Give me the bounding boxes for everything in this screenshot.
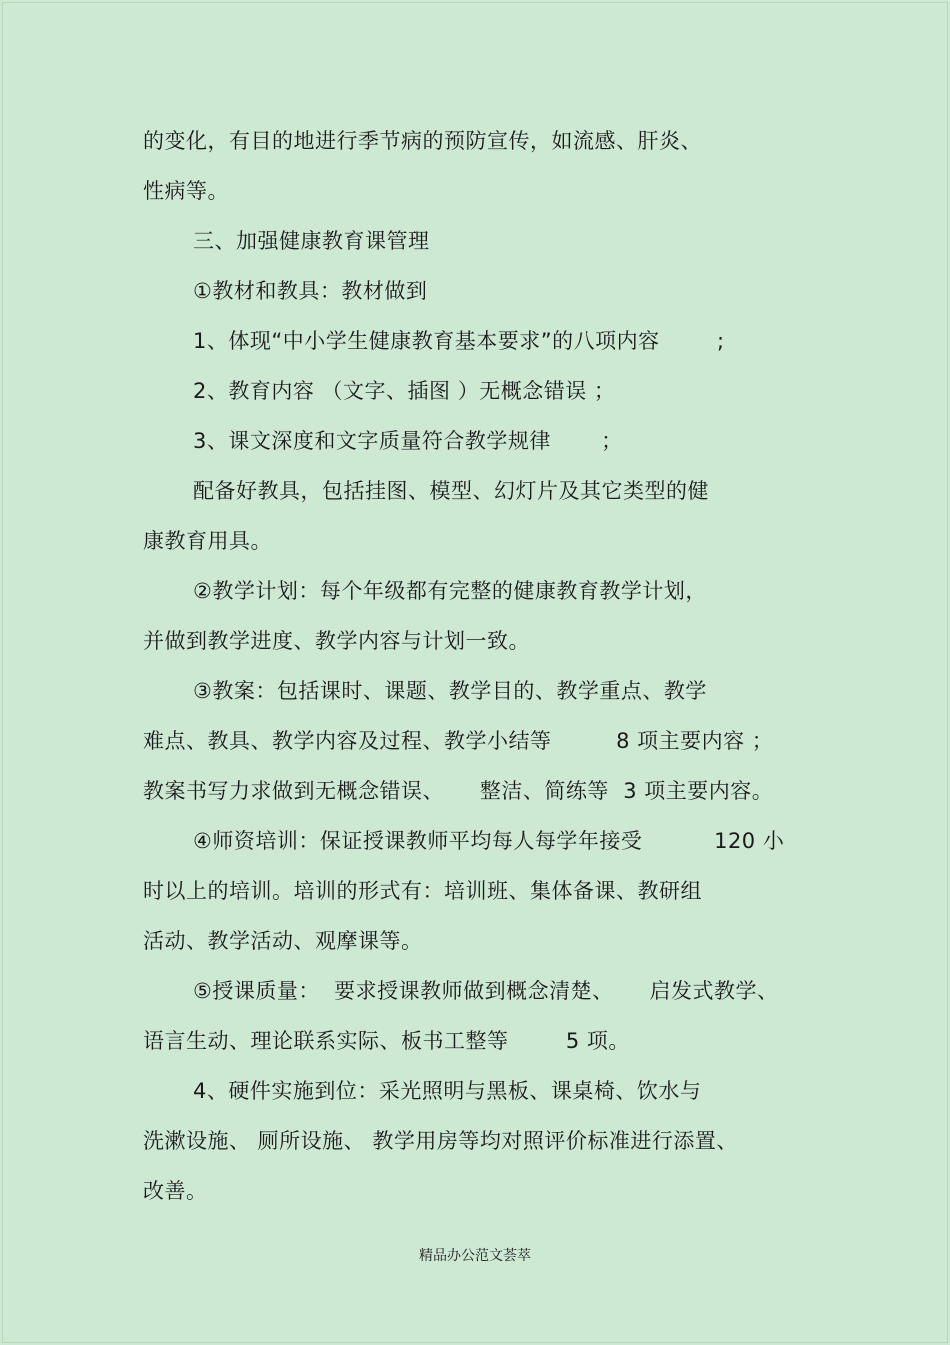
text-line: 教案书写力求做到无概念错误、 整洁、简练等 3 项主要内容。 bbox=[143, 779, 774, 803]
section-heading: 三、加强健康教育课管理 bbox=[193, 229, 430, 253]
text-line: ②教学计划：每个年级都有完整的健康教育教学计划， bbox=[193, 579, 707, 603]
text-line: 配备好教具，包括挂图、模型、幻灯片及其它类型的健 bbox=[193, 479, 709, 503]
text-line: 语言生动、理论联系实际、板书工整等 5 项。 bbox=[143, 1029, 630, 1053]
text-line: 性病等。 bbox=[143, 179, 229, 203]
text-line: ④师资培训：保证授课教师平均每人每学年接受 120 小 bbox=[193, 829, 785, 853]
text-line: 改善。 bbox=[143, 1179, 208, 1203]
text-line: 难点、教具、教学内容及过程、教学小结等 8 项主要内容 ； bbox=[143, 729, 774, 753]
text-line: 3、课文深度和文字质量符合教学规律 ； bbox=[193, 429, 623, 453]
text-line: 活动、教学活动、观摩课等。 bbox=[143, 929, 423, 953]
text-line: 2、教育内容 （文字、插图 ）无概念错误 ； bbox=[193, 379, 616, 403]
text-line: ③教案：包括课时、课题、教学目的、教学重点、教学 bbox=[193, 679, 707, 703]
text-line: 时以上的培训。培训的形式有：培训班、集体备课、教研组 bbox=[143, 879, 702, 903]
text-line: 1、体现“中小学生健康教育基本要求”的八项内容 ; bbox=[193, 329, 725, 353]
text-line: 并做到教学进度、教学内容与计划一致。 bbox=[143, 629, 530, 653]
text-line: 4、硬件实施到位：采光照明与黑板、课桌椅、饮水与 bbox=[193, 1079, 702, 1103]
text-line: 康教育用具。 bbox=[143, 529, 272, 553]
text-line: ①教材和教具：教材做到 bbox=[193, 279, 428, 303]
text-line: 洗漱设施、 厕所设施、 教学用房等均对照评价标准进行添置、 bbox=[143, 1129, 738, 1153]
text-line: ⑤授课质量： 要求授课教师做到概念清楚、 启发式教学、 bbox=[193, 979, 779, 1003]
page-footer: 精品办公范文荟萃 bbox=[419, 1248, 531, 1264]
text-line: 的变化，有目的地进行季节病的预防宣传，如流感、肝炎、 bbox=[143, 129, 702, 153]
